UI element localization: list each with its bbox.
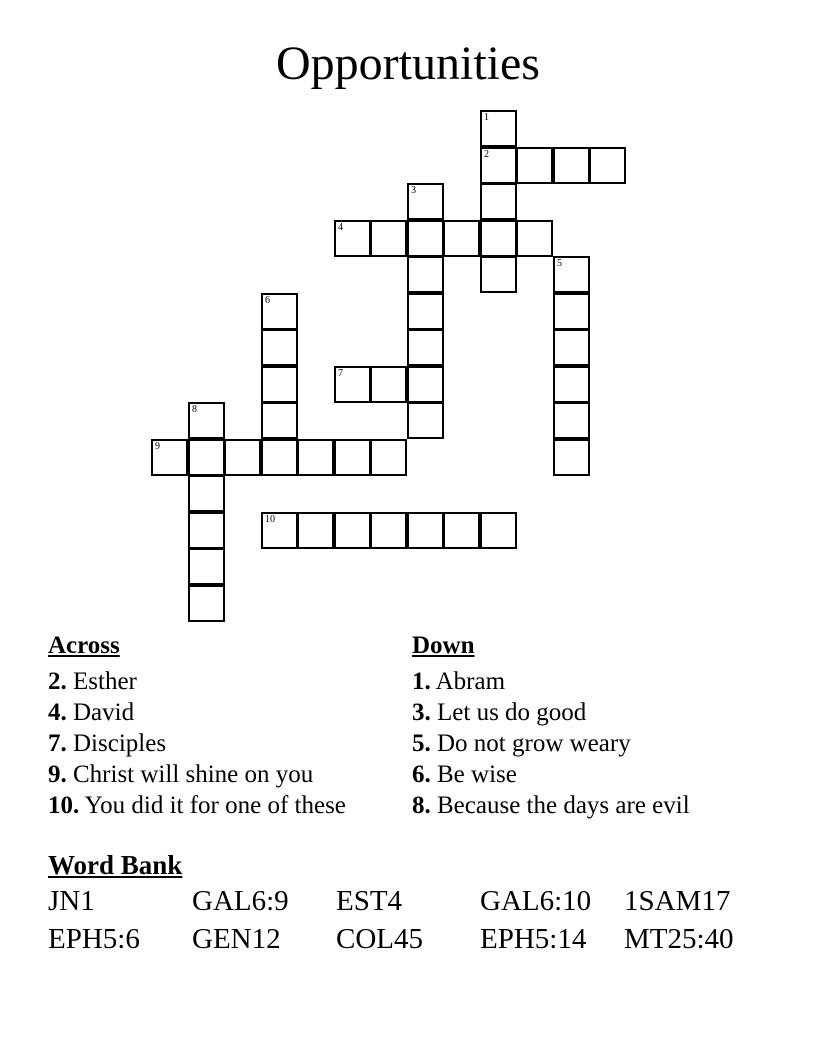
clue-number-label: 7 [338,368,343,379]
clue-number-label: 10 [265,514,275,525]
clue-number-label: 8 [192,404,197,415]
clue-number: 2. [48,668,67,695]
clue-text: David [66,699,135,726]
clue-number-label: 6 [265,295,270,306]
across-clue [48,790,346,821]
clue-number: 10. [48,792,80,819]
word-bank-item: MT25:40 [624,923,734,955]
word-bank-item: GEN12 [192,923,281,955]
clue-number: 5. [412,730,431,757]
word-bank-item: EPH5:6 [48,923,140,955]
grid-cell[interactable] [480,183,517,220]
down-clue [412,697,690,728]
clue-number: 4. [48,699,67,726]
grid-cell[interactable] [261,512,298,549]
clue-number-label: 3 [411,185,416,196]
grid-cell[interactable] [407,512,444,549]
word-bank-item: 1SAM17 [624,885,731,917]
grid-cell[interactable] [516,220,553,257]
across-heading: Across [48,632,120,659]
clue-number-label: 2 [484,149,489,160]
clue-number-label: 5 [557,258,562,269]
grid-cell[interactable] [407,183,444,220]
grid-cell[interactable] [261,402,298,439]
word-bank-item: EPH5:14 [480,923,587,955]
grid-cell[interactable] [188,439,225,476]
grid-cell[interactable] [480,512,517,549]
clue-number: 7. [48,730,67,757]
grid-cell[interactable] [188,402,225,439]
clue-text: Let us do good [430,699,587,726]
clue-number: 1. [412,668,431,695]
grid-cell[interactable] [553,147,590,184]
word-bank-item: COL45 [336,923,423,955]
down-clue [412,666,690,697]
clue-number: 3. [412,699,431,726]
clue-text: Be wise [430,761,517,788]
grid-cell[interactable] [589,147,626,184]
grid-cell[interactable] [334,220,371,257]
grid-cell[interactable] [261,366,298,403]
down-heading: Down [412,632,475,659]
clue-text: Disciples [66,730,167,757]
grid-cell[interactable] [334,366,371,403]
grid-cell[interactable] [407,366,444,403]
across-clue [48,728,346,759]
word-bank-item: JN1 [48,885,95,917]
grid-cell[interactable] [370,512,407,549]
page-title: Opportunities [276,37,540,90]
grid-cell[interactable] [480,147,517,184]
clue-number: 8. [412,792,431,819]
down-clue [412,790,690,821]
grid-cell[interactable] [480,256,517,293]
grid-cell[interactable] [261,439,298,476]
grid-cell[interactable] [553,293,590,330]
word-bank-item: GAL6:9 [192,885,289,917]
down-clues [412,666,690,821]
clue-number-label: 1 [484,112,489,123]
grid-cell[interactable] [188,475,225,512]
grid-cell[interactable] [297,512,334,549]
across-clue [48,666,346,697]
clue-text: You did it for one of these [79,792,346,819]
grid-cell[interactable] [297,439,334,476]
clue-text: Esther [66,668,137,695]
grid-cell[interactable] [553,256,590,293]
grid-cell[interactable] [407,329,444,366]
grid-cell[interactable] [407,220,444,257]
grid-cell[interactable] [553,366,590,403]
grid-cell[interactable] [443,512,480,549]
word-bank-heading: Word Bank [48,850,183,880]
clue-number-label: 9 [155,441,160,452]
clue-text: Do not grow weary [430,730,631,757]
grid-cell[interactable] [370,220,407,257]
clue-text: Christ will shine on you [66,761,314,788]
grid-cell[interactable] [516,147,553,184]
grid-cell[interactable] [553,439,590,476]
grid-cell[interactable] [407,256,444,293]
grid-cell[interactable] [261,329,298,366]
grid-cell[interactable] [151,439,188,476]
grid-cell[interactable] [370,439,407,476]
clue-number: 6. [412,761,431,788]
grid-cell[interactable] [480,110,517,147]
down-clue [412,759,690,790]
word-bank-item: EST4 [336,885,403,917]
grid-cell[interactable] [334,512,371,549]
grid-cell[interactable] [407,293,444,330]
across-clue [48,697,346,728]
grid-cell[interactable] [188,512,225,549]
grid-cell[interactable] [443,220,480,257]
across-clues [48,666,346,821]
grid-cell[interactable] [480,220,517,257]
across-clue [48,759,346,790]
clue-number-label: 4 [338,222,343,233]
grid-cell[interactable] [188,585,225,622]
grid-cell[interactable] [553,329,590,366]
clue-text: Because the days are evil [430,792,690,819]
grid-cell[interactable] [553,402,590,439]
grid-cell[interactable] [370,366,407,403]
grid-cell[interactable] [261,293,298,330]
grid-cell[interactable] [334,439,371,476]
clue-text: Abram [430,668,506,695]
down-clue [412,728,690,759]
grid-cell[interactable] [224,439,261,476]
clue-number: 9. [48,761,67,788]
grid-cell[interactable] [407,402,444,439]
word-bank-item: GAL6:10 [480,885,592,917]
grid-cell[interactable] [188,548,225,585]
